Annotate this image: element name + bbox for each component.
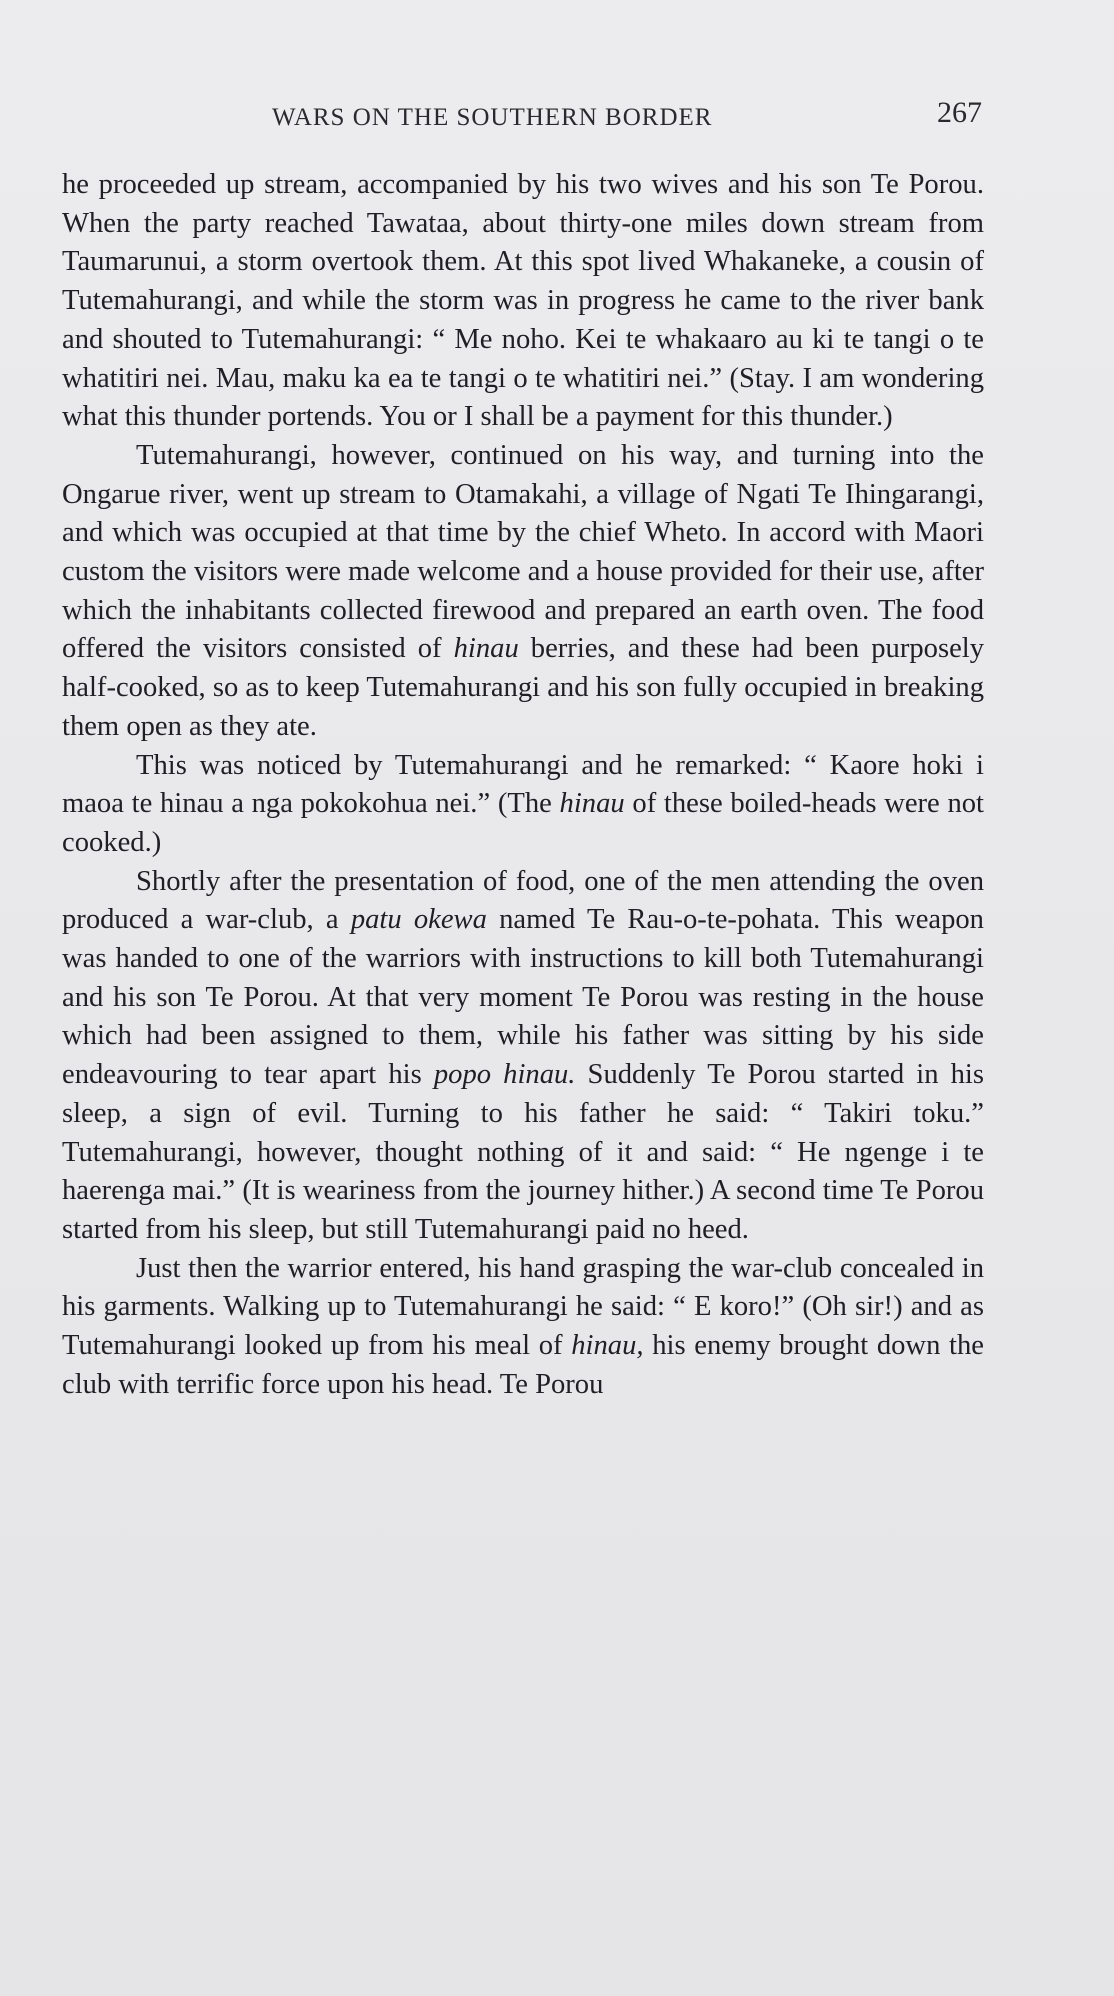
page-header (62, 96, 984, 136)
italic-term: hinau (559, 788, 625, 820)
body-text (62, 166, 984, 1405)
paragraph-5 (62, 1250, 984, 1405)
text-segment: he proceeded up stream, accompanied by his two wives and his son Te Porou. When the party reached Tawataa, about thirty-one miles down stream from Taumarunui, a storm overtook them. At this spot lived Whakaneke, a cousin of Tutemahurangi, and while the storm was in progress he came to the river bank and shouted to Tutemahurangi: “ Me noho. Kei te whakaaro au ki te tangi o te whatitiri nei. Mau, maku ka ea te tangi o te whatitiri nei.” (Stay. I am wondering what this thunder portends. You or I shall be a payment for this thunder.) (62, 169, 984, 433)
text-segment: of these boiled-heads were not cooked.) (62, 788, 984, 858)
text-segment: Just then the warrior entered, his hand grasping the war-club concealed in his garments. Walking up to Tutemahurangi he said: “ E koro!” (Oh sir!) and as Tutemahurangi looked up from his meal of (62, 1252, 984, 1362)
text-segment: This was noticed by Tutemahurangi and he remarked: “ Kaore hoki i maoa te hinau a nga pokokohua nei.” (The (62, 749, 984, 820)
text-segment: Shortly after the presentation of food, one of the men attending the oven produced a war-club, a (62, 865, 984, 936)
running-head: WARS ON THE SOUTHERN BORDER (272, 104, 713, 131)
italic-term: hinau, (571, 1330, 644, 1362)
text-segment: berries, and these had been purposely half-cooked, so as to keep Tutemahurangi and his son fully occupied in breaking them open as they ate. (62, 633, 985, 742)
page-number: 267 (937, 96, 982, 129)
italic-term: patu okewa (350, 904, 487, 936)
italic-term: popo hinau. (433, 1059, 576, 1091)
paragraph-1 (62, 166, 984, 437)
paragraph-4 (62, 863, 984, 1250)
paragraph-3 (62, 747, 984, 863)
paragraph-2 (62, 437, 984, 747)
italic-term: hinau (453, 633, 519, 665)
text-segment: Tutemahurangi, however, continued on his way, and turning into the Ongarue river, went up stream to Otamakahi, a village of Ngati Te Ihingarangi, and which was occupied at that time by the chief Wheto. In accord with Maori custom the visitors were made welcome and a house provided for their use, after which the inhabitants collected firewood and prepared an earth oven. The food offered the visitors consisted of (62, 439, 984, 665)
text-segment: named Te Rau-o-te-pohata. This weapon was handed to one of the warriors with instructions to kill both Tutemahurangi and his son Te Porou. At that very moment Te Porou was resting in the house which had been assigned to them, while his father was sitting by his side endeavouring to tear apart his (62, 904, 984, 1091)
text-segment: Suddenly Te Porou started in his sleep, a sign of evil. Turning to his father he said: “ Takiri toku.” Tutemahurangi, however, thought nothing of it and said: “ He ngenge i te haerenga mai.” (It is weariness from the journey hither.) A second time Te Porou started from his sleep, but still Tutemahurangi paid no heed. (62, 1059, 984, 1245)
text-segment: his enemy brought down the club with terrific force upon his head. Te Porou (62, 1330, 984, 1400)
